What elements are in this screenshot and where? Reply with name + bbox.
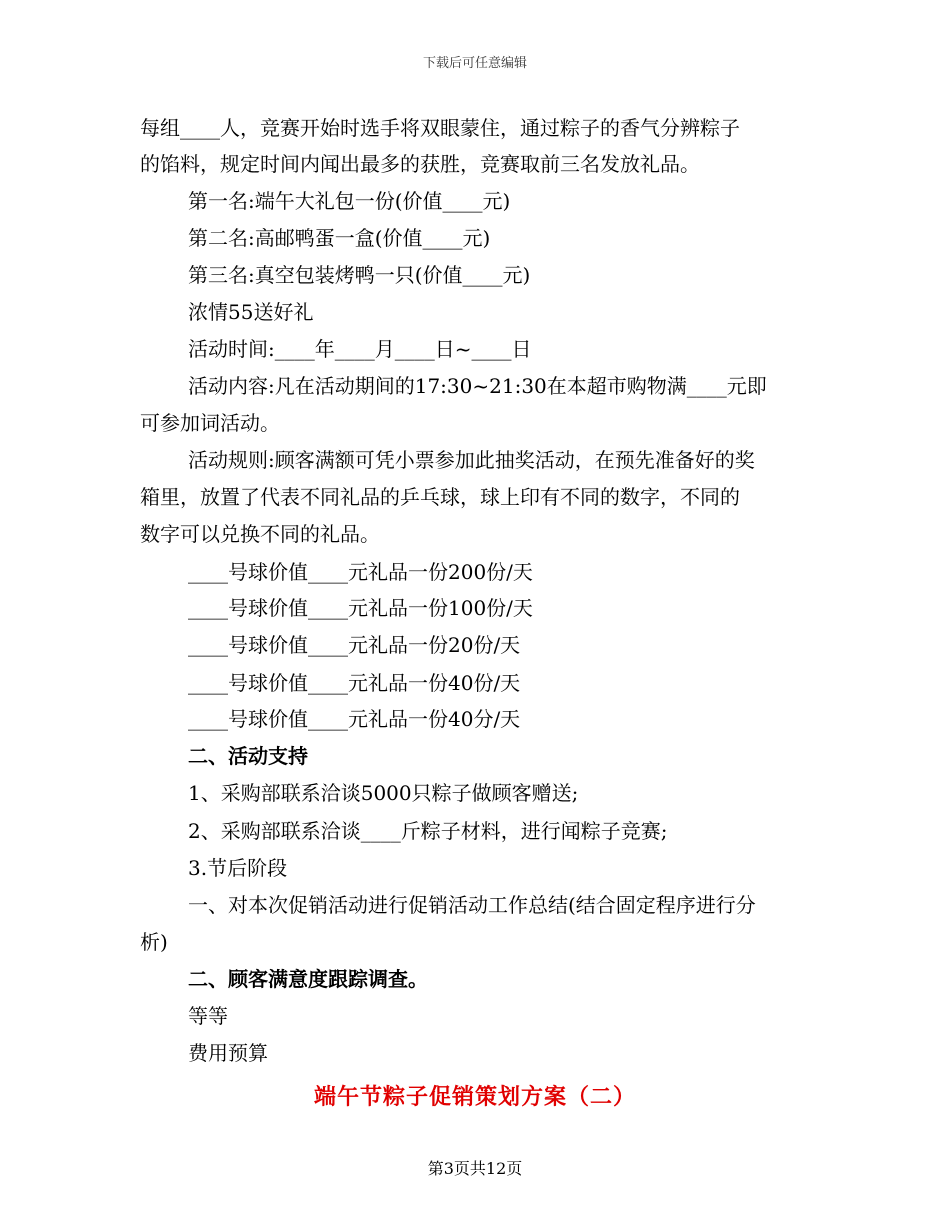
etc-line: 等等 xyxy=(188,1004,228,1028)
ball-prize-3: ____号球价值____元礼品一份20份/天 xyxy=(188,633,521,657)
section-heading-support: 二、活动支持 xyxy=(188,744,308,768)
activity-content: 活动内容:凡在活动期间的17:30~21:30在本超市购物满____元即 xyxy=(188,374,767,398)
budget-line: 费用预算 xyxy=(188,1041,268,1065)
support-item-2: 2、采购部联系洽谈____斤粽子材料，进行闻粽子竞赛; xyxy=(188,819,668,843)
activity-name: 浓情55送好礼 xyxy=(188,300,314,324)
page-header: 下载后可任意编辑 xyxy=(422,56,527,71)
ball-prize-1: ____号球价值____元礼品一份200份/天 xyxy=(188,560,533,584)
activity-content-cont: 可参加词活动。 xyxy=(140,411,280,435)
summary-item-cont: 析) xyxy=(140,930,168,954)
support-item-1: 1、采购部联系洽谈5000只粽子做顾客赠送; xyxy=(188,781,579,805)
activity-rules-cont-2: 数字可以兑换不同的礼品。 xyxy=(140,522,380,546)
prize-first: 第一名:端午大礼包一份(价值____元) xyxy=(188,189,511,213)
body-line-1: 每组____人，竞赛开始时选手将双眼蒙住，通过粽子的香气分辨粽子 xyxy=(140,116,740,140)
activity-rules: 活动规则:顾客满额可凭小票参加此抽奖活动，在预先准备好的奖 xyxy=(188,448,755,472)
prize-third: 第三名:真空包装烤鸭一只(价值____元) xyxy=(188,263,531,287)
ball-prize-4: ____号球价值____元礼品一份40份/天 xyxy=(188,671,521,695)
satisfaction-heading: 二、顾客满意度跟踪调查。 xyxy=(188,967,428,991)
page-footer: 第3页共12页 xyxy=(427,1159,523,1178)
prize-second: 第二名:高邮鸭蛋一盒(价值____元) xyxy=(188,226,491,250)
summary-item: 一、对本次促销活动进行促销活动工作总结(结合固定程序进行分 xyxy=(188,893,756,917)
activity-time: 活动时间:____年____月____日~____日 xyxy=(188,337,532,361)
activity-rules-cont-1: 箱里，放置了代表不同礼品的乒乓球，球上印有不同的数字，不同的 xyxy=(140,485,740,509)
ball-prize-5: ____号球价值____元礼品一份40分/天 xyxy=(188,707,521,731)
post-festival-heading: 3.节后阶段 xyxy=(188,856,288,880)
ball-prize-2: ____号球价值____元礼品一份100份/天 xyxy=(188,596,533,620)
section-title: 端午节粽子促销策划方案（二） xyxy=(313,1084,636,1110)
body-line-2: 的馅料，规定时间内闻出最多的获胜，竞赛取前三名发放礼品。 xyxy=(140,152,700,176)
